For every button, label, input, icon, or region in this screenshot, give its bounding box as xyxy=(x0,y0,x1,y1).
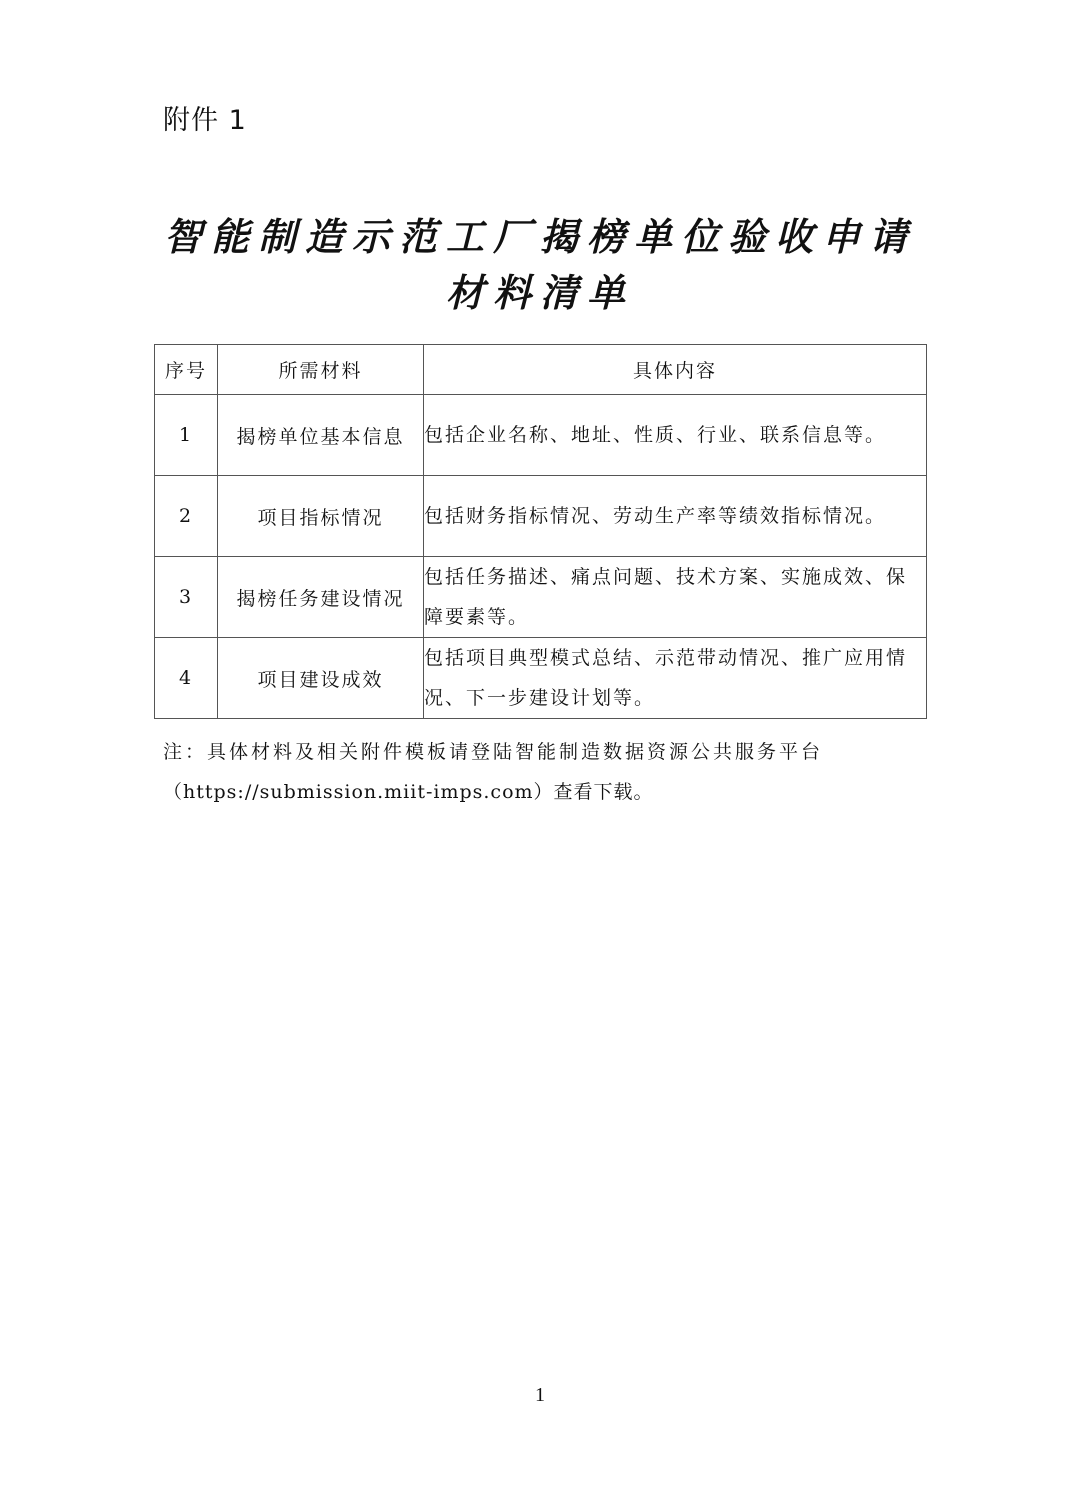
row-content: 包括任务描述、痛点问题、技术方案、实施成效、保障要素等。 xyxy=(424,557,927,638)
document-title-line1: 智能制造示范工厂揭榜单位验收申请 xyxy=(163,214,916,259)
header-specific-content: 具体内容 xyxy=(424,345,927,395)
table-row xyxy=(155,638,927,719)
row-material: 揭榜单位基本信息 xyxy=(218,395,424,476)
row-number: 3 xyxy=(155,557,218,638)
materials-table xyxy=(154,344,927,719)
page-number: 1 xyxy=(535,1384,545,1406)
attachment-label: 附件 1 xyxy=(163,105,247,136)
header-required-materials: 所需材料 xyxy=(218,345,424,395)
row-number: 2 xyxy=(155,476,218,557)
row-material: 项目指标情况 xyxy=(218,476,424,557)
row-content: 包括企业名称、地址、性质、行业、联系信息等。 xyxy=(424,395,927,476)
table-header-row xyxy=(155,345,927,395)
row-material: 项目建设成效 xyxy=(218,638,424,719)
document-title-line2: 材料清单 xyxy=(445,270,634,315)
row-content: 包括项目典型模式总结、示范带动情况、推广应用情况、下一步建设计划等。 xyxy=(424,638,927,719)
note xyxy=(163,732,923,812)
row-material: 揭榜任务建设情况 xyxy=(218,557,424,638)
row-number: 4 xyxy=(155,638,218,719)
row-number: 1 xyxy=(155,395,218,476)
table-row xyxy=(155,557,927,638)
note-line2: （https://submission.miit-imps.com）查看下载。 xyxy=(163,781,654,803)
table-row xyxy=(155,476,927,557)
note-line1: 注：具体材料及相关附件模板请登陆智能制造数据资源公共服务平台 xyxy=(163,741,824,763)
header-serial-number: 序号 xyxy=(155,345,218,395)
table-row xyxy=(155,395,927,476)
row-content: 包括财务指标情况、劳动生产率等绩效指标情况。 xyxy=(424,476,927,557)
